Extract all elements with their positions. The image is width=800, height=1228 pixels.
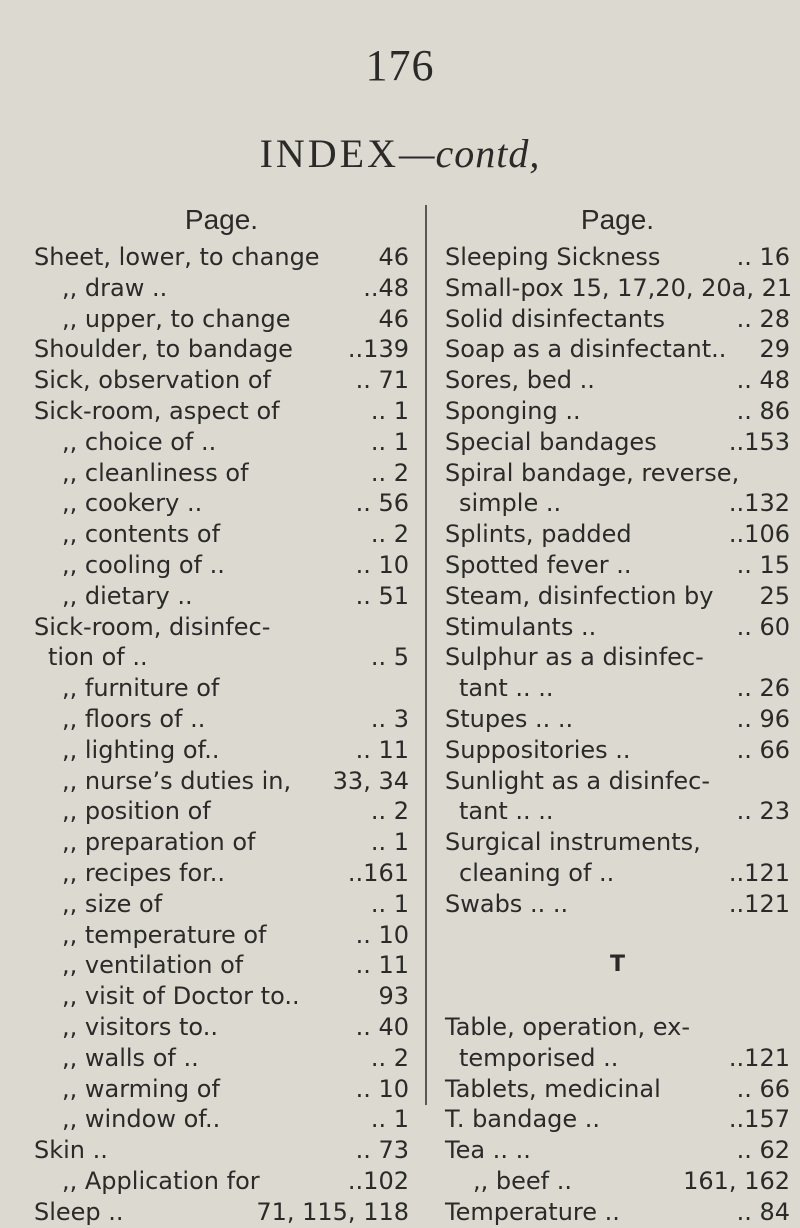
index-entry — [34, 488, 409, 519]
index-entry — [34, 827, 409, 858]
index-entry — [445, 1104, 790, 1135]
entry-text: Spotted fever .. — [445, 550, 632, 579]
entry-page: .. 96 — [736, 704, 790, 733]
entry-page: .. 10 — [355, 1074, 409, 1103]
index-entry — [445, 488, 790, 519]
entry-text: ,, dietary .. — [62, 581, 193, 610]
index-entry — [34, 581, 409, 612]
index-entry — [34, 920, 409, 951]
entry-text: cleaning of .. — [459, 858, 615, 887]
entry-page: .. 3 — [370, 704, 409, 733]
entry-text: ,, recipes for.. — [62, 858, 226, 887]
left-entries — [34, 242, 409, 1228]
index-entry — [445, 242, 790, 273]
index-entry — [34, 1104, 409, 1135]
entry-page: 46 — [378, 243, 409, 271]
index-entry — [34, 1074, 409, 1105]
index-entry — [445, 827, 790, 858]
entry-page: ..132 — [728, 489, 790, 518]
index-entry — [445, 889, 790, 920]
entry-page: .. 1 — [370, 427, 409, 456]
index-entry — [445, 1197, 790, 1228]
section-letter — [445, 950, 790, 981]
index-entry — [445, 273, 793, 304]
entry-text: ,, cooling of .. — [62, 550, 225, 579]
index-entry — [445, 396, 790, 427]
entry-text: ,, ventilation of — [62, 951, 244, 980]
index-entry — [445, 458, 790, 489]
entry-page: .. 16 — [736, 243, 790, 271]
index-entry — [445, 427, 790, 458]
entry-page: ..161 — [347, 858, 409, 887]
entry-page: .. 28 — [736, 304, 790, 333]
entry-page: .. 1 — [370, 396, 409, 425]
entry-page: .. 2 — [370, 520, 409, 549]
left-column — [34, 198, 409, 1228]
index-entry — [445, 519, 790, 550]
entry-text: ,, furniture of — [62, 674, 220, 703]
entry-text: ,, position of — [62, 797, 211, 826]
entry-text: ,, contents of — [62, 520, 221, 549]
index-entry — [34, 889, 409, 920]
entry-page: ..121 — [728, 889, 790, 918]
index-entry — [34, 273, 409, 304]
entry-text: Sleep .. — [34, 1197, 124, 1226]
entry-text: Temperature .. — [445, 1197, 620, 1226]
index-entry — [445, 550, 790, 581]
index-entry — [34, 612, 409, 643]
entry-text: T — [609, 952, 625, 978]
index-entry — [445, 735, 790, 766]
index-entry — [445, 1166, 790, 1197]
entry-page: .. 26 — [736, 674, 790, 703]
index-entry — [34, 1197, 409, 1228]
entry-text: Sick-room, disinfec- — [34, 612, 271, 641]
index-entry — [445, 1074, 790, 1105]
index-entry — [445, 766, 790, 797]
left-page-label: Page. — [184, 204, 259, 235]
entry-text: ,, walls of .. — [62, 1043, 199, 1072]
entry-page: .. 23 — [736, 797, 790, 826]
entry-page: ..153 — [728, 427, 790, 456]
index-entry — [34, 642, 409, 673]
entry-page: .. 2 — [370, 797, 409, 826]
entry-text: Splints, padded — [445, 520, 632, 549]
index-entry — [34, 766, 409, 797]
entry-text: Table, operation, ex- — [445, 1012, 691, 1041]
entry-text: ,, cookery .. — [62, 489, 203, 518]
entry-text: simple .. — [459, 489, 562, 518]
index-title: INDEX — [259, 131, 399, 176]
entry-text: ,, size of — [62, 889, 163, 918]
entry-text: ,, window of.. — [62, 1105, 221, 1134]
entry-text: Tablets, medicinal — [445, 1074, 661, 1103]
entry-page: .. 40 — [355, 1012, 409, 1041]
index-heading — [0, 130, 800, 177]
index-entry — [34, 458, 409, 489]
entry-text: ,, choice of .. — [62, 427, 217, 456]
entry-page: .. 48 — [736, 366, 790, 395]
index-entry — [445, 642, 790, 673]
entry-text: ,, Application for — [62, 1166, 260, 1195]
entry-text: Surgical instruments, — [445, 828, 701, 857]
entry-text: Sponging .. — [445, 396, 581, 425]
page-number: 176 — [365, 41, 435, 90]
index-entry — [34, 796, 409, 827]
entry-page: .. 2 — [370, 458, 409, 487]
entry-text: Suppositories .. — [445, 735, 631, 764]
entry-text: Sores, bed .. — [445, 366, 595, 395]
entry-page: .. 71 — [355, 366, 409, 395]
entry-text: Small-pox 15, 17,20, 20a, 21 — [445, 273, 793, 302]
entry-page: .. 11 — [355, 735, 409, 764]
index-entry — [34, 519, 409, 550]
entry-page: .. 11 — [355, 951, 409, 980]
entry-text: Soap as a disinfectant.. — [445, 335, 727, 364]
index-entry — [445, 334, 790, 365]
right-page-label: Page. — [580, 204, 655, 235]
index-entry — [34, 304, 409, 335]
entry-text: Shoulder, to bandage — [34, 335, 293, 364]
entry-page: .. 86 — [736, 396, 790, 425]
index-entry — [34, 1043, 409, 1074]
entry-page: .. 56 — [355, 489, 409, 518]
index-entry — [445, 704, 790, 735]
index-entry — [34, 365, 409, 396]
entry-page: .. 66 — [736, 1074, 790, 1103]
entry-text: Sick, observation of — [34, 366, 271, 395]
index-entry — [34, 427, 409, 458]
entry-text: ,, visit of Doctor to.. — [62, 982, 300, 1011]
index-entry — [445, 365, 790, 396]
entry-page: ..139 — [347, 335, 409, 364]
entry-page: ..48 — [363, 273, 409, 302]
entry-text: tion of .. — [48, 643, 148, 672]
index-entry — [34, 550, 409, 581]
index-entry — [34, 673, 409, 704]
entry-page: .. 1 — [370, 828, 409, 857]
entry-text: ,, nurse’s duties in, — [62, 766, 292, 795]
index-entry — [445, 1012, 790, 1043]
entry-text: tant .. .. — [459, 797, 554, 826]
index-entry — [34, 950, 409, 981]
entry-page: 25 — [759, 581, 790, 610]
entry-text: Sunlight as a disinfec- — [445, 766, 711, 795]
index-entry — [445, 796, 790, 827]
entry-page: 33, 34 — [332, 766, 409, 795]
entry-page: .. 10 — [355, 550, 409, 579]
index-entry — [34, 1166, 409, 1197]
entry-page: .. 1 — [370, 1105, 409, 1134]
index-entry — [34, 704, 409, 735]
entry-page: ..102 — [347, 1166, 409, 1195]
entry-text: Stimulants .. — [445, 612, 597, 641]
entry-page: .. 51 — [355, 581, 409, 610]
entry-text: ,, preparation of — [62, 828, 256, 857]
entry-text: Skin .. — [34, 1136, 108, 1165]
entry-text: Sleeping Sickness — [445, 243, 661, 271]
entry-page: 161, 162 — [683, 1166, 790, 1195]
entry-text: Swabs .. .. — [445, 889, 569, 918]
entry-page: ..157 — [728, 1105, 790, 1134]
right-entries — [445, 242, 793, 1228]
index-entry — [445, 1043, 790, 1074]
entry-text: T. bandage .. — [445, 1105, 601, 1134]
entry-page: ..106 — [728, 520, 790, 549]
contd-label: —contd, — [398, 131, 541, 176]
entry-page: .. 62 — [736, 1136, 790, 1165]
entry-text: Sheet, lower, to change — [34, 243, 320, 271]
entry-text: ,, warming of — [62, 1074, 220, 1103]
index-entry — [445, 858, 790, 889]
entry-page: ..121 — [728, 858, 790, 887]
index-entry — [445, 673, 790, 704]
entry-page: .. 84 — [736, 1197, 790, 1226]
entry-page: .. 5 — [370, 643, 409, 672]
index-entry — [445, 1135, 790, 1166]
entry-page: .. 66 — [736, 735, 790, 764]
entry-text: ,, temperature of — [62, 920, 267, 949]
index-entry — [34, 858, 409, 889]
entry-page: ..121 — [728, 1043, 790, 1072]
entry-text: ,, beef .. — [473, 1166, 572, 1195]
right-column — [445, 198, 793, 1228]
entry-text: ,, visitors to.. — [62, 1012, 218, 1041]
entry-text: ,, draw .. — [62, 273, 168, 302]
index-entry — [34, 334, 409, 365]
entry-text: ,, upper, to change — [62, 304, 291, 333]
entry-text: temporised .. — [459, 1043, 619, 1072]
entry-text: Solid disinfectants — [445, 304, 666, 333]
entry-text: Stupes .. .. — [445, 704, 574, 733]
index-entry — [34, 1012, 409, 1043]
entry-page: 46 — [378, 304, 409, 333]
index-entry — [34, 981, 409, 1012]
column-divider — [425, 205, 427, 1105]
entry-page: .. 60 — [736, 612, 790, 641]
entry-page: .. 15 — [736, 550, 790, 579]
entry-page: .. 1 — [370, 889, 409, 918]
entry-text: Sulphur as a disinfec- — [445, 643, 704, 672]
index-entry — [34, 1135, 409, 1166]
index-entry — [445, 581, 790, 612]
entry-text: Tea .. .. — [445, 1136, 531, 1165]
entry-page: .. 73 — [355, 1136, 409, 1165]
index-entry — [34, 242, 409, 273]
entry-text: ,, cleanliness of — [62, 458, 249, 487]
entry-text: Steam, disinfection by — [445, 581, 714, 610]
blank-line — [445, 920, 790, 951]
index-entry — [34, 735, 409, 766]
entry-page: .. 10 — [355, 920, 409, 949]
entry-page: 29 — [759, 335, 790, 364]
index-entry — [34, 396, 409, 427]
entry-text: Sick-room, aspect of — [34, 396, 280, 425]
entry-text: tant .. .. — [459, 674, 554, 703]
entry-text: Spiral bandage, reverse, — [445, 458, 740, 487]
entry-page: .. 2 — [370, 1043, 409, 1072]
entry-page: 71, 115, 118 — [256, 1197, 409, 1226]
entry-text: ,, floors of .. — [62, 704, 206, 733]
index-entry — [445, 304, 790, 335]
entry-text: Special bandages — [445, 427, 657, 456]
entry-page: 93 — [378, 982, 409, 1011]
entry-text: ,, lighting of.. — [62, 735, 220, 764]
index-entry — [445, 612, 790, 643]
blank-line — [445, 981, 790, 1012]
